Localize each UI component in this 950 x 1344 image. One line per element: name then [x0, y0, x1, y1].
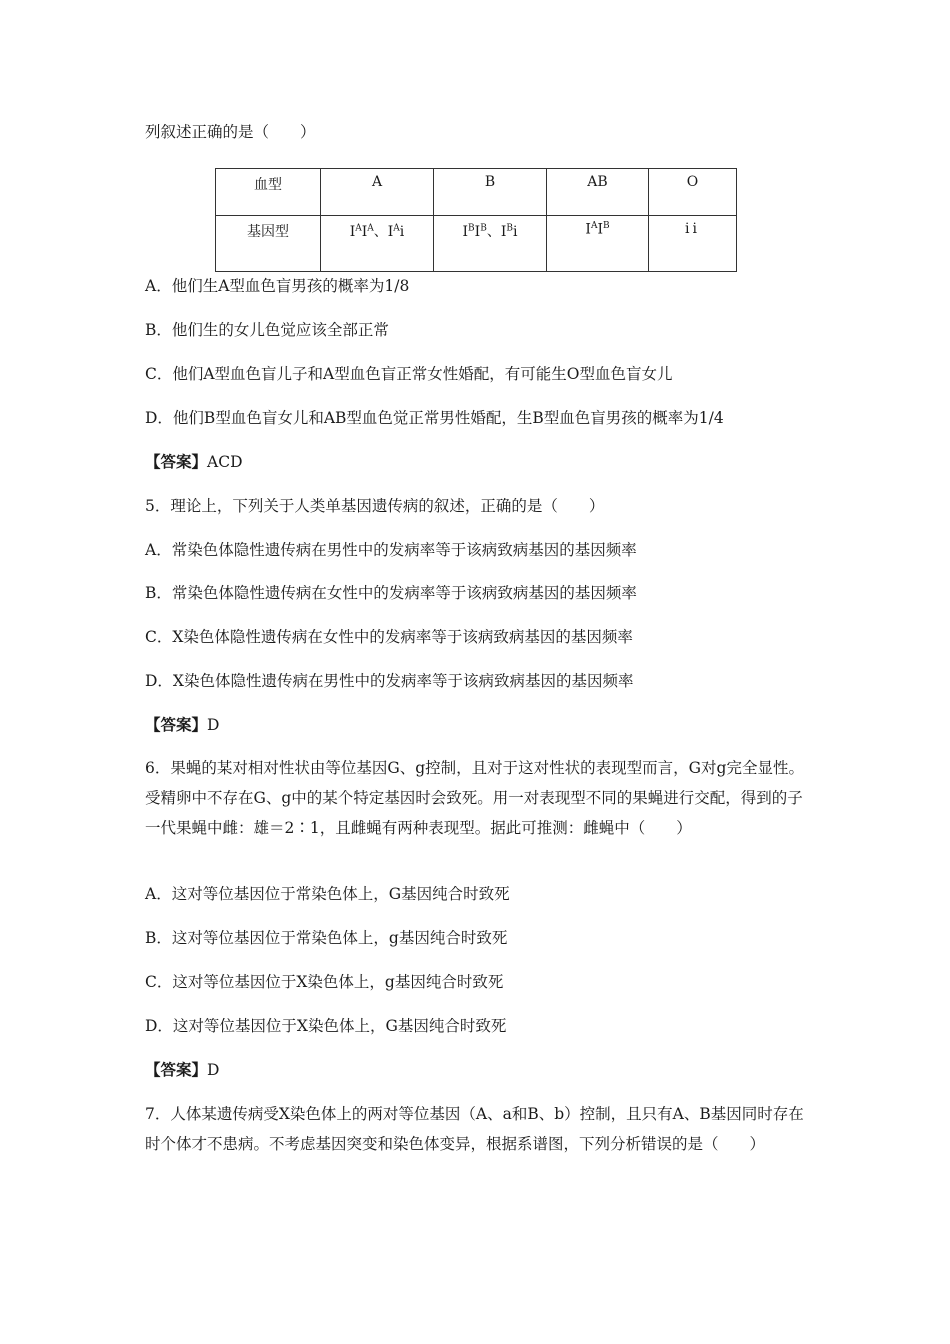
genotype-cell-o: ii: [649, 216, 737, 272]
q4-option-d: D．他们B型血色盲女儿和AB型血色觉正常男性婚配，生B型血色盲男孩的概率为1/4: [145, 409, 724, 427]
table-header-cell: AB: [547, 169, 649, 216]
genotype-cell-ab: $I^AI^B$: [547, 216, 649, 272]
genotype-cell-a: $I^AI^A$、$I^Ai$: [321, 216, 434, 272]
q6-stem: 6．果蝇的某对相对性状由等位基因G、g控制，且对于这对性状的表现型而言，G对g完全显性。受精卵中不存在G、g中的某个特定基因时会致死。用一对表现型不同的果蝇进行交配，得到的子一代果蝇中雌：雄＝2∶1，且雌蝇有两种表现型。据此可推测：雌蝇中（ ）: [145, 759, 804, 837]
q7-stem: 7．人体某遗传病受X染色体上的两对等位基因（A、a和B、b）控制，且只有A、B基因同时存在时个体才不患病。不考虑基因突变和染色体变异，根据系谱图，下列分析错误的是（ ）: [145, 1105, 804, 1153]
blood-type-table: [215, 168, 737, 272]
q6-option-a: A．这对等位基因位于常染色体上，G基因纯合时致死: [145, 885, 510, 903]
question-4-stem-tail: 列叙述正确的是（ ）: [145, 123, 316, 141]
q4-option-c: C．他们A型血色盲儿子和A型血色盲正常女性婚配，有可能生O型血色盲女儿: [145, 365, 673, 383]
q6-answer: 【答案】D: [145, 1060, 220, 1079]
table-header-cell: 血型: [216, 169, 321, 216]
table-row-label: 基因型: [216, 216, 321, 272]
q6-option-c: C．这对等位基因位于X染色体上，g基因纯合时致死: [145, 973, 504, 991]
q4-option-b: B．他们生的女儿色觉应该全部正常: [145, 321, 389, 339]
table-header-cell: O: [649, 169, 737, 216]
q5-option-d: D．X染色体隐性遗传病在男性中的发病率等于该病致病基因的基因频率: [145, 672, 634, 690]
table-header-cell: A: [321, 169, 434, 216]
table-header-cell: B: [434, 169, 547, 216]
genotype-cell-b: $I^BI^B$、$I^Bi$: [434, 216, 547, 272]
q5-stem: 5．理论上，下列关于人类单基因遗传病的叙述，正确的是（ ）: [145, 497, 605, 515]
q5-option-c: C．X染色体隐性遗传病在女性中的发病率等于该病致病基因的基因频率: [145, 628, 633, 646]
q5-option-b: B．常染色体隐性遗传病在女性中的发病率等于该病致病基因的基因频率: [145, 584, 637, 602]
q4-option-a: A．他们生A型血色盲男孩的概率为1/8: [145, 277, 410, 295]
q5-answer: 【答案】D: [145, 715, 220, 734]
q6-option-d: D．这对等位基因位于X染色体上，G基因纯合时致死: [145, 1017, 507, 1035]
table-header-row: [216, 169, 737, 216]
q5-option-a: A．常染色体隐性遗传病在男性中的发病率等于该病致病基因的基因频率: [145, 541, 637, 559]
q4-answer: 【答案】ACD: [145, 452, 243, 471]
q6-option-b: B．这对等位基因位于常染色体上，g基因纯合时致死: [145, 929, 508, 947]
table-genotype-row: [216, 216, 737, 272]
